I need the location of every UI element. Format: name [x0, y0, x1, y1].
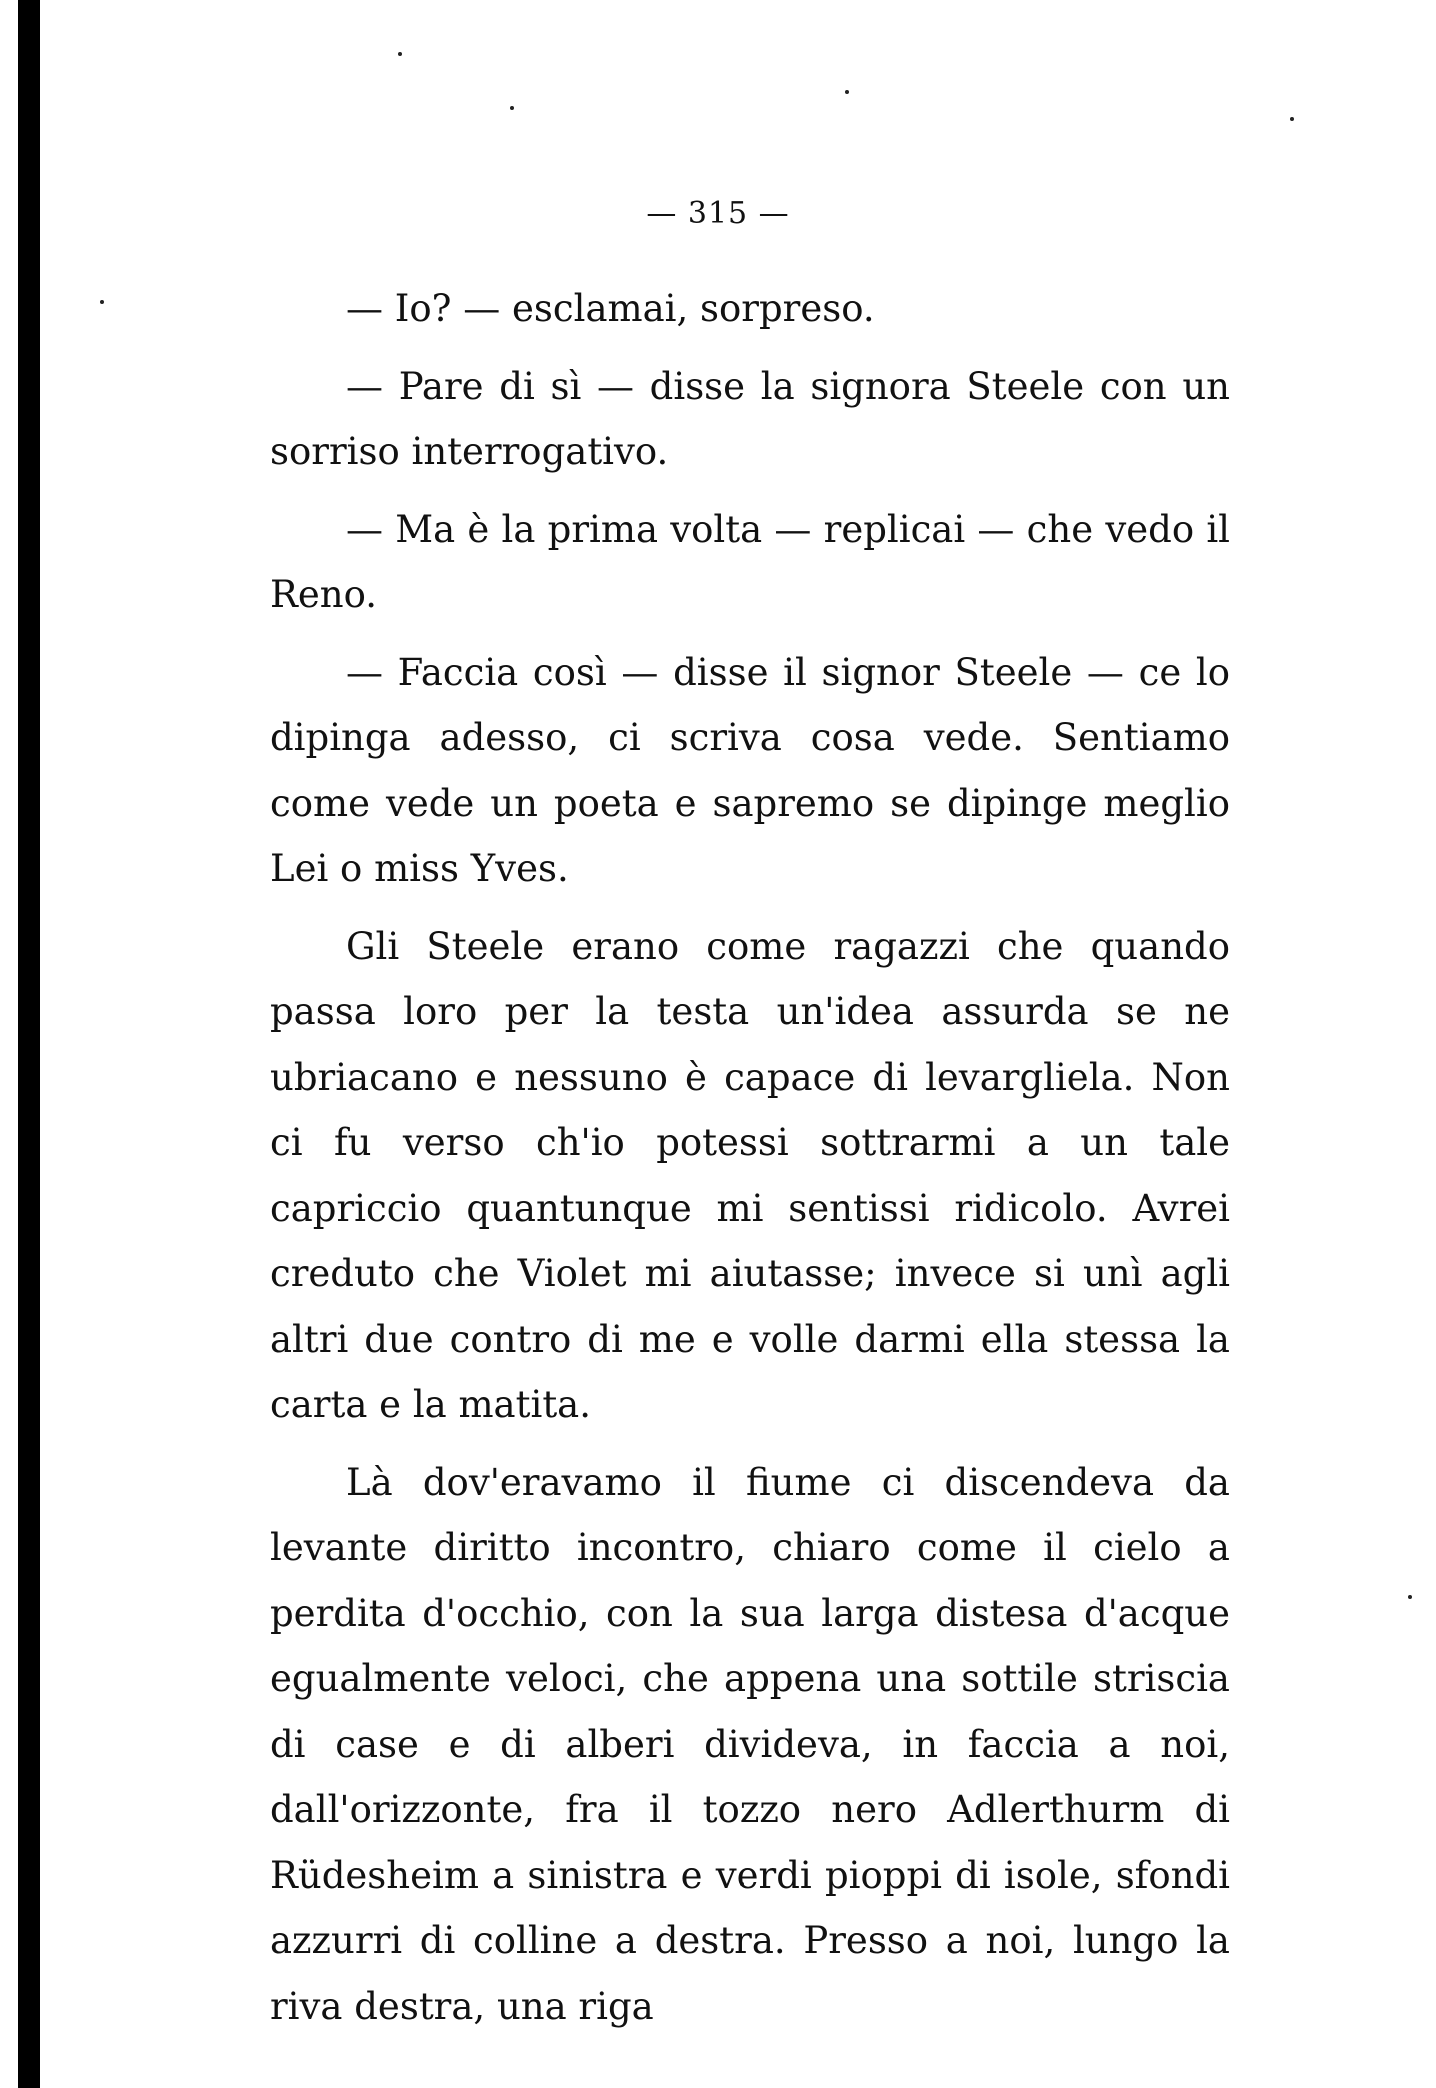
paragraph: — Faccia così — disse il signor Steele — ce lo dipinga adesso, ci scriva cosa vede. Sentiamo come vede un poeta e sapremo se dipinge meglio Lei o miss Yves.	[270, 650, 1230, 890]
scan-speck	[1290, 117, 1294, 121]
scan-speck	[398, 52, 402, 56]
scan-speck	[845, 90, 849, 94]
paragraph: Gli Steele erano come ragazzi che quando passa loro per la testa un'idea assurda se ne ubriacano e nessuno è capace di levargliela. Non ci fu verso ch'io potessi sottrarmi a un tale capriccio quantunque mi sentissi ridicolo. Avrei creduto che Violet mi aiutasse; invece si unì agli altri due contro di me e volle darmi ella stessa la carta e la matita.	[270, 924, 1230, 1426]
body-text	[270, 276, 1230, 2051]
scan-speck	[100, 300, 104, 304]
paragraph: — Ma è la prima volta — replicai — che vedo il Reno.	[270, 507, 1230, 616]
binding-edge	[18, 0, 40, 2088]
scan-speck	[510, 106, 514, 110]
scan-speck	[1408, 1595, 1412, 1599]
paragraph: Là dov'eravamo il fiume ci discendeva da levante diritto incontro, chiaro come il cielo a perdita d'occhio, con la sua larga distesa d'acque egualmente veloci, che appena una sottile striscia di case e di alberi divideva, in faccia a noi, dall'orizzonte, fra il tozzo nero Adlerthurm di Rüdesheim a sinistra e verdi pioppi di isole, sfondi azzurri di colline a destra. Presso a noi, lungo la riva destra, una riga	[270, 1460, 1230, 2028]
paragraph: — Io? — esclamai, sorpreso.	[346, 287, 875, 330]
paragraph: — Pare di sì — disse la signora Steele con un sorriso interrogativo.	[270, 364, 1230, 473]
page-number: — 315 —	[646, 196, 790, 231]
